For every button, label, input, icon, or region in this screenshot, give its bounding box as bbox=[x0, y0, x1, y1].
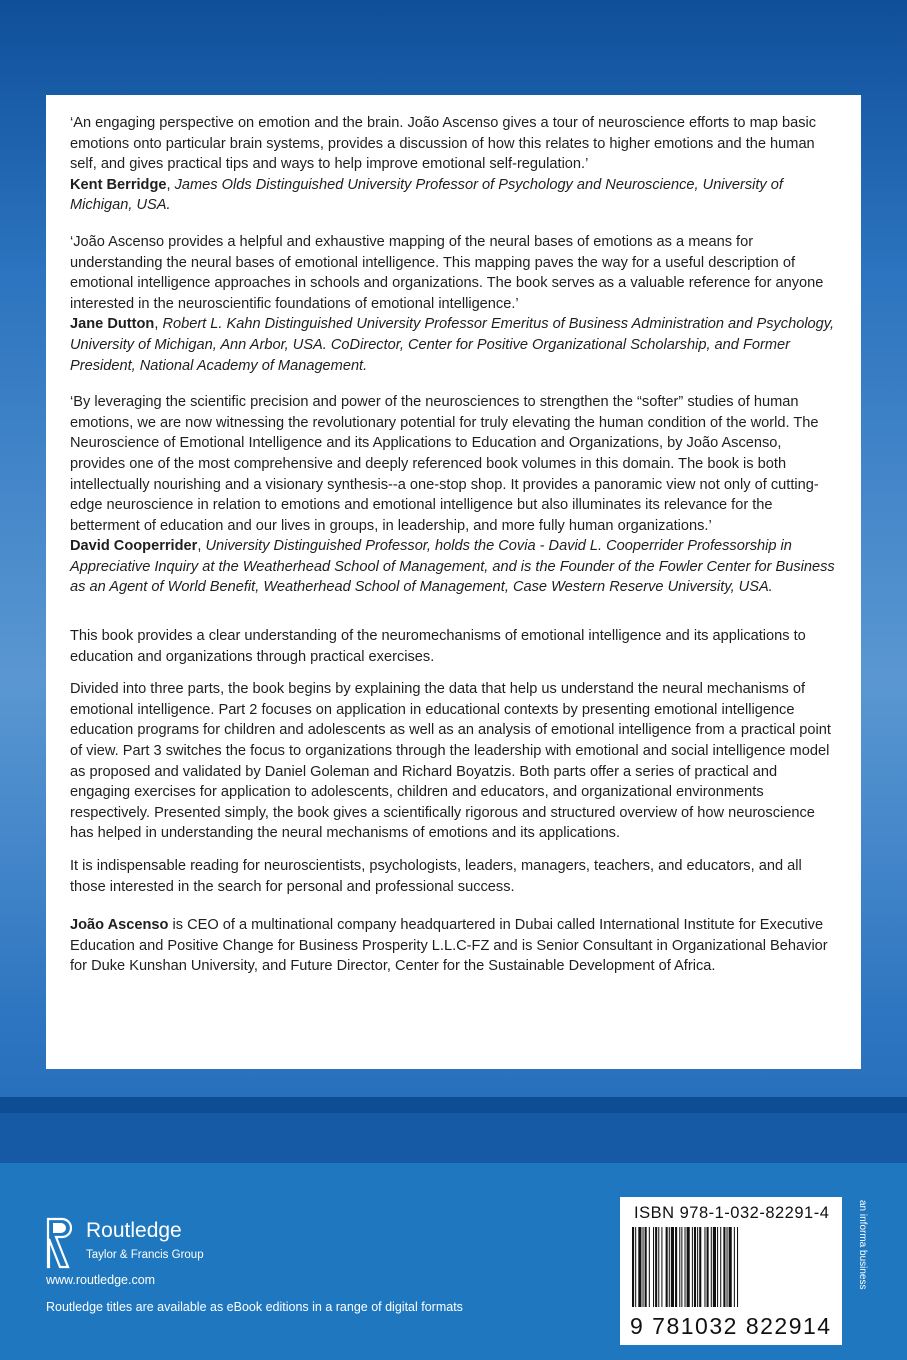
endorsement-text: ‘By leveraging the scientific precision and power of the neurosciences to strengthen the “softer” studies of human emotions, we are now witnessing the revolutionary potential for truly elevating the human condition of the world. The Neuroscience of Emotional Intelligence and its Applications to Education and Organizations, by João Ascenso, provides one of the most comprehensive and deeply referenced book volumes in this domain. The book is both intellectually nourishing and a visionary synthesis--a one-stop shop. It provides a panoramic view not only of cutting-edge neuroscience in relation to emotions and emotional intelligence but also illuminates its relevance for the betterment of education and our lives in groups, in leadership, and more fully human organizations.’ bbox=[70, 394, 819, 534]
author-name: João Ascenso bbox=[70, 917, 169, 934]
description-paragraph: This book provides a clear understanding of the neuromechanisms of emotional intelligence and its applications to education and organizations through practical exercises. bbox=[70, 628, 806, 665]
endorsement-3: ‘By leveraging the scientific precision and power of the neurosciences to strengthen the “softer” studies of human emotions, we are now witnessing the revolutionary potential for truly elevating the human condition of the world. The Neuroscience of Emotional Intelligence and its Applications to Education and Organizations, by João Ascenso, provides one of the most comprehensive and deeply referenced book volumes in this domain. The book is both intellectually nourishing and a visionary synthesis--a one-stop shop. It provides a panoramic view not only of cutting-edge neuroscience in relation to emotions and emotional intelligence but also illuminates its relevance for the betterment of education and our lives in groups, in leadership, and more fully human organizations.’ David Cooperrider, University Distinguished Professor, holds the Covia - David L. Cooperrider Professorship in Appreciative Inquiry at the Weatherhead School of Management, and is the Founder of the Fowler Center for Business as an Agent of World Benefit, Weatherhead School of Management, Case Western Reserve University, USA. bbox=[70, 394, 835, 596]
endorsement-text: ‘João Ascenso provides a helpful and exhaustive mapping of the neural bases of emotions as a means for understanding the neural bases of emotional intelligence. This mapping paves the way for a useful description of emotional intelligence approaches in schools and organizations. The book serves as a valuable reference for anyone interested in the neuroscientific foundations of emotional intelligence.’ bbox=[70, 233, 824, 312]
endorser-affiliation: Robert L. Kahn Distinguished University Professor Emeritus of Business Administration and Psychology, University of Michigan, Ann Arbor, USA. CoDirector, Center for Positive Organizational Scholarship, and Former President, National Academy of Management. bbox=[70, 316, 835, 374]
isbn-barcode bbox=[620, 1197, 842, 1345]
barcode-number: 9 781032 822914 bbox=[630, 1313, 832, 1339]
description-paragraph: It is indispensable reading for neuroscientists, psychologists, leaders, managers, teachers, and educators, and all those interested in the search for personal and professional success. bbox=[70, 858, 802, 895]
cover-band-dark bbox=[0, 1097, 907, 1113]
endorser-affiliation: University Distinguished Professor, holds the Covia - David L. Cooperrider Professorship in Appreciative Inquiry at the Weatherhead School of Management, and is the Founder of the Fowler Center for Business as an Agent of World Benefit, Weatherhead School of Management, Case Western Reserve University, USA. bbox=[70, 538, 835, 596]
publisher-name: Routledge bbox=[86, 1219, 182, 1242]
publisher-website: www.routledge.com bbox=[46, 1273, 156, 1287]
endorsement-2: ‘João Ascenso provides a helpful and exhaustive mapping of the neural bases of emotions as a means for understanding the neural bases of emotional intelligence. This mapping paves the way for a useful description of emotional intelligence approaches in schools and organizations. The book serves as a valuable reference for anyone interested in the neuroscientific foundations of emotional intelligence.’ Jane Dutton, Robert L. Kahn Distinguished University Professor Emeritus of Business Administration and Psychology, University of Michigan, Ann Arbor, USA. CoDirector, Center for Positive Organizational Scholarship, and Former President, National Academy of Management. bbox=[70, 233, 835, 374]
informa-tagline: an informa business bbox=[857, 1200, 868, 1290]
ebook-note: Routledge titles are available as eBook editions in a range of digital formats bbox=[46, 1300, 463, 1314]
endorsement-text: ‘An engaging perspective on emotion and the brain. João Ascenso gives a tour of neuroscience efforts to map basic emotions onto particular brain systems, provides a discussion of how this relates to higher emotions and the human self, and gives practical tips and ways to help improve emotional self-regulation.’ bbox=[70, 115, 817, 173]
isbn-label: ISBN 978-1-032-82291-4 bbox=[634, 1204, 830, 1222]
routledge-mark-icon bbox=[46, 1217, 72, 1269]
endorser-name: Kent Berridge bbox=[70, 176, 167, 193]
endorser-affiliation: James Olds Distinguished University Professor of Psychology and Neuroscience, University of Michigan, USA. bbox=[70, 176, 783, 214]
endorser-name: David Cooperrider bbox=[70, 538, 198, 555]
blurb-panel bbox=[46, 95, 861, 1069]
cover-band-mid bbox=[0, 1113, 907, 1163]
endorser-name: Jane Dutton bbox=[70, 316, 155, 333]
endorsement-1: ‘An engaging perspective on emotion and the brain. João Ascenso gives a tour of neuroscience efforts to map basic emotions onto particular brain systems, provides a discussion of how this relates to higher emotions and the human self, and gives practical tips and ways to help improve emotional self-regulation.’ Kent Berridge, James Olds Distinguished University Professor of Psychology and Neuroscience, University of Michigan, USA. bbox=[70, 115, 817, 214]
author-bio bbox=[70, 915, 837, 977]
description-paragraph: Divided into three parts, the book begins by explaining the data that help us understand the neural mechanisms of emotional intelligence. Part 2 focuses on application in educational contexts by presenting emotional intelligence education programs for children and adolescents as well as an analysis of emotional intelligence from a practical point of view. Part 3 switches the focus to organizations through the leadership with emotional and social intelligence model as proposed and validated by Daniel Goleman and Richard Boyatzis. Both parts offer a series of practical and engaging exercises for application to adolescents, children and educators, and organizational environments respectively. Presented simply, the book gives a scientifically rigorous and structured overview of how neuroscience has helped in understanding the neural mechanisms of emotions and its applications. bbox=[70, 681, 831, 842]
barcode-icon bbox=[630, 1227, 832, 1307]
publisher-group: Taylor & Francis Group bbox=[86, 1249, 204, 1261]
author-bio-text: is CEO of a multinational company headquartered in Dubai called International Institute for Executive Education and Positive Change for Business Prosperity L.L.C-FZ and is Senior Consultant in Organizational Behavior for Duke Kunshan University, and Future Director, Center for the Sustainable Development of Africa. bbox=[70, 917, 828, 975]
routledge-logo bbox=[46, 1217, 246, 1271]
